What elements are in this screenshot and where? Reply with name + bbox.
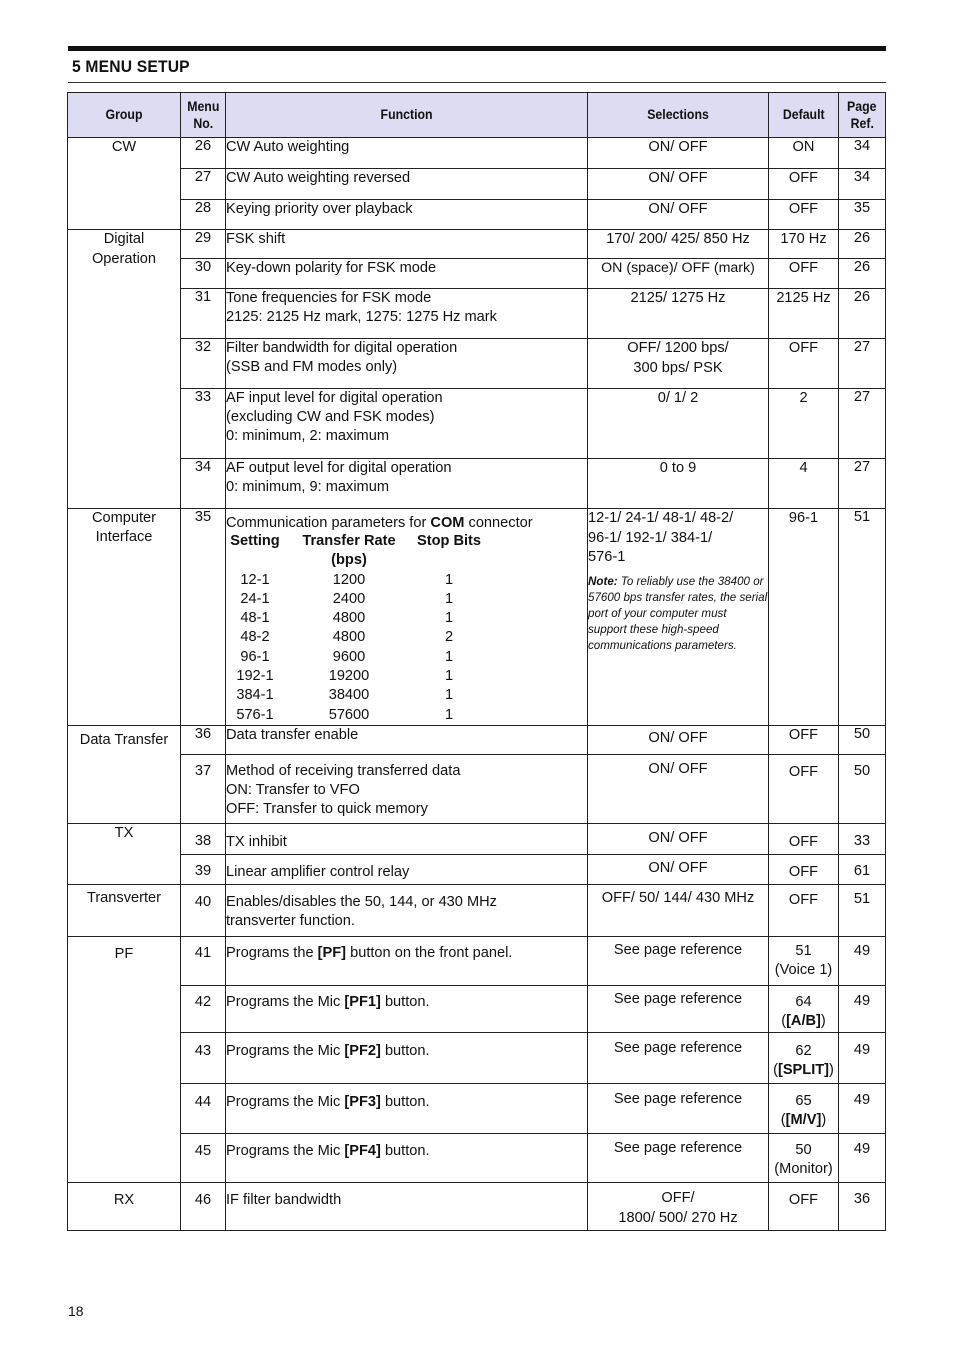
page-ref: 34 [839,169,886,200]
header-page-ref: Page Ref. [839,93,886,138]
default-value: OFF [769,169,839,200]
com-stop-cell: 1 [444,668,454,685]
menu-number: 27 [181,169,226,200]
com-setting-cell: 48-2 [240,629,270,646]
group-tx: TX [68,823,181,884]
default-value: OFF [769,1182,839,1230]
menu-number: 32 [181,339,226,389]
com-stop-cell: 1 [444,590,454,607]
menu-number: 43 [181,1032,226,1083]
function-text: Method of receiving transferred data ON: Transfer to VFO OFF: Transfer to quick memory [226,754,588,823]
com-setting-cell: 192-1 [236,668,274,685]
page-ref: 34 [839,138,886,169]
menu-number: 39 [181,854,226,884]
page-ref: 26 [839,259,886,289]
selections-text: ON/ OFF [588,725,769,754]
default-value: 2 [769,389,839,459]
default-value: OFF [769,259,839,289]
page-ref: 27 [839,389,886,459]
function-text: IF filter bandwidth [226,1182,588,1230]
com-stop-cell: 2 [444,629,454,646]
page-ref: 49 [839,1032,886,1083]
selections-text: ON/ OFF [588,854,769,884]
note-text: Note: To reliably use the 38400 or 57600 bps transfer rates, the serial port of your computer must support these high-speed communications parameters. [588,575,768,653]
menu-number: 28 [181,200,226,230]
table-row [68,884,886,936]
table-row [68,725,886,754]
menu-number: 26 [181,138,226,169]
function-text: AF input level for digital operation (excluding CW and FSK modes) 0: minimum, 2: maximum [226,389,588,459]
default-value: OFF [769,823,839,854]
function-text: Key-down polarity for FSK mode [226,259,588,289]
function-text: Keying priority over playback [226,200,588,230]
default-value: ON [769,138,839,169]
default-value: OFF [769,725,839,754]
table-row [68,259,886,289]
table-row [68,339,886,389]
header-menu-no: Menu No. [181,93,226,138]
com-stop-cell: 1 [444,706,454,723]
table-row [68,200,886,230]
table-row [68,289,886,339]
com-setting-cell: 24-1 [240,590,270,607]
menu-number: 33 [181,389,226,459]
function-text: Communication parameters for COM connector Setting Transfer Rate (bps) Stop Bits 12-1 1200 1 24-1 2400 1 48-1 4800 1 48-2 4800 2 96-1 9600 1 192-1 19200 1 384-1 38400 1 576-1 57600 1 [226,509,588,726]
com-rate-cell: 4800 [332,629,366,646]
table-row [68,985,886,1032]
function-text: Linear amplifier control relay [226,854,588,884]
function-text: Programs the Mic [PF1] button. [226,985,588,1032]
default-value: 65 ([M/V]) [769,1083,839,1133]
com-rate-cell: 1200 [332,571,366,588]
table-row [68,138,886,169]
function-text: Data transfer enable [226,725,588,754]
group-cw: CW [68,138,181,230]
table-header-row [68,93,886,138]
menu-number: 42 [181,985,226,1032]
page-ref: 61 [839,854,886,884]
selections-text: 0 to 9 [588,459,769,509]
menu-number: 34 [181,459,226,509]
header-default: Default [769,93,839,138]
default-value: 2125 Hz [769,289,839,339]
selections-text: ON/ OFF [588,169,769,200]
com-stop-cell: 1 [444,610,454,627]
menu-number: 31 [181,289,226,339]
selections-text: 2125/ 1275 Hz [588,289,769,339]
default-value: 96-1 [769,509,839,726]
table-row [68,230,886,259]
selections-text: OFF/ 1200 bps/ 300 bps/ PSK [588,339,769,389]
menu-number: 44 [181,1083,226,1133]
function-text: CW Auto weighting reversed [226,169,588,200]
page-ref: 35 [839,200,886,230]
menu-number: 36 [181,725,226,754]
page-ref: 26 [839,289,886,339]
table-row [68,1182,886,1230]
menu-number: 29 [181,230,226,259]
page-ref: 50 [839,725,886,754]
default-value: 170 Hz [769,230,839,259]
table-row [68,459,886,509]
section-title: 5 MENU SETUP [72,57,190,76]
function-text: FSK shift [226,230,588,259]
page-ref: 49 [839,1083,886,1133]
header-selections: Selections [588,93,769,138]
com-settings-grid [226,532,587,571]
top-rule [68,46,886,51]
default-value: OFF [769,339,839,389]
selections-text: ON/ OFF [588,138,769,169]
com-stop-cell: 1 [444,648,454,665]
selections-text: See page reference [588,1032,769,1083]
com-rate-cell: 4800 [332,610,366,627]
title-underline [68,82,886,83]
page-number: 18 [68,1303,84,1319]
sub-header-rate: Transfer Rate (bps) [302,533,396,569]
com-setting-cell: 576-1 [236,706,274,723]
group-rx: RX [68,1182,181,1230]
com-rate-cell: 19200 [328,668,370,685]
page-ref: 49 [839,936,886,985]
header-function: Function [226,93,588,138]
table-row [68,854,886,884]
group-pf: PF [68,936,181,1182]
header-group: Group [68,93,181,138]
com-rate-cell: 57600 [328,706,370,723]
group-transverter: Transverter [68,884,181,936]
menu-number: 37 [181,754,226,823]
menu-number: 35 [181,509,226,726]
page-ref: 26 [839,230,886,259]
function-text: Programs the Mic [PF2] button. [226,1032,588,1083]
page-ref: 51 [839,509,886,726]
com-settings-rows [226,571,587,725]
function-text: Filter bandwidth for digital operation (SSB and FM modes only) [226,339,588,389]
table-row [68,169,886,200]
default-value: OFF [769,884,839,936]
table-row [68,1032,886,1083]
sub-header-stop-bits: Stop Bits [416,533,482,549]
com-rate-cell: 9600 [332,648,366,665]
function-text: CW Auto weighting [226,138,588,169]
selections-text: ON/ OFF [588,823,769,854]
selections-text: See page reference [588,1133,769,1182]
page-ref: 50 [839,754,886,823]
selections-text: ON/ OFF [588,754,769,823]
table-row [68,823,886,854]
table-row [68,389,886,459]
menu-setup-table [67,92,886,1231]
menu-number: 46 [181,1182,226,1230]
com-setting-cell: 384-1 [236,687,274,704]
com-rate-cell: 38400 [328,687,370,704]
selections-text: ON (space)/ OFF (mark) [588,259,769,289]
page-ref: 51 [839,884,886,936]
sub-header-setting: Setting [230,533,280,549]
selections-text: OFF/ 50/ 144/ 430 MHz [588,884,769,936]
menu-number: 40 [181,884,226,936]
menu-number: 45 [181,1133,226,1182]
function-text: Programs the [PF] button on the front panel. [226,936,588,985]
default-value: 62 ([SPLIT]) [769,1032,839,1083]
com-stop-cell: 1 [444,687,454,704]
function-text: Enables/disables the 50, 144, or 430 MHz transverter function. [226,884,588,936]
selections-text: 170/ 200/ 425/ 850 Hz [588,230,769,259]
menu-number: 30 [181,259,226,289]
function-text: AF output level for digital operation 0: minimum, 9: maximum [226,459,588,509]
page-ref: 27 [839,459,886,509]
selections-text: 0/ 1/ 2 [588,389,769,459]
default-value: OFF [769,854,839,884]
com-rate-cell: 2400 [332,590,366,607]
selections-text: See page reference [588,985,769,1032]
group-digital-operation: Digital Operation [68,230,181,509]
page-ref: 36 [839,1182,886,1230]
selections-text: See page reference [588,1083,769,1133]
table-row [68,754,886,823]
function-text: TX inhibit [226,823,588,854]
page-ref: 49 [839,985,886,1032]
table-row [68,1083,886,1133]
selections-text: OFF/ 1800/ 500/ 270 Hz [588,1182,769,1230]
default-value: 64 ([A/B]) [769,985,839,1032]
function-text: Tone frequencies for FSK mode 2125: 2125 Hz mark, 1275: 1275 Hz mark [226,289,588,339]
default-value: 51 (Voice 1) [769,936,839,985]
group-computer-interface: Computer Interface [68,509,181,726]
com-setting-cell: 96-1 [240,648,270,665]
selections-text: ON/ OFF [588,200,769,230]
default-value: OFF [769,754,839,823]
default-value: OFF [769,200,839,230]
table-row [68,1133,886,1182]
menu-number: 41 [181,936,226,985]
menu-number: 38 [181,823,226,854]
com-setting-cell: 48-1 [240,610,270,627]
selections-text: 12-1/ 24-1/ 48-1/ 48-2/ 96-1/ 192-1/ 384-1/ 576-1 Note: To reliably use the 38400 or 57600 bps transfer rates, the serial port of your computer must support these high-speed communications parameters. [588,509,769,726]
com-setting-cell: 12-1 [240,571,270,588]
table-row [68,936,886,985]
page-ref: 49 [839,1133,886,1182]
function-text: Programs the Mic [PF3] button. [226,1083,588,1133]
page-ref: 33 [839,823,886,854]
default-value: 4 [769,459,839,509]
selections-text: See page reference [588,936,769,985]
default-value: 50 (Monitor) [769,1133,839,1182]
function-text: Programs the Mic [PF4] button. [226,1133,588,1182]
com-stop-cell: 1 [444,571,454,588]
page-ref: 27 [839,339,886,389]
group-data-transfer: Data Transfer [68,725,181,823]
table-row [68,509,886,726]
